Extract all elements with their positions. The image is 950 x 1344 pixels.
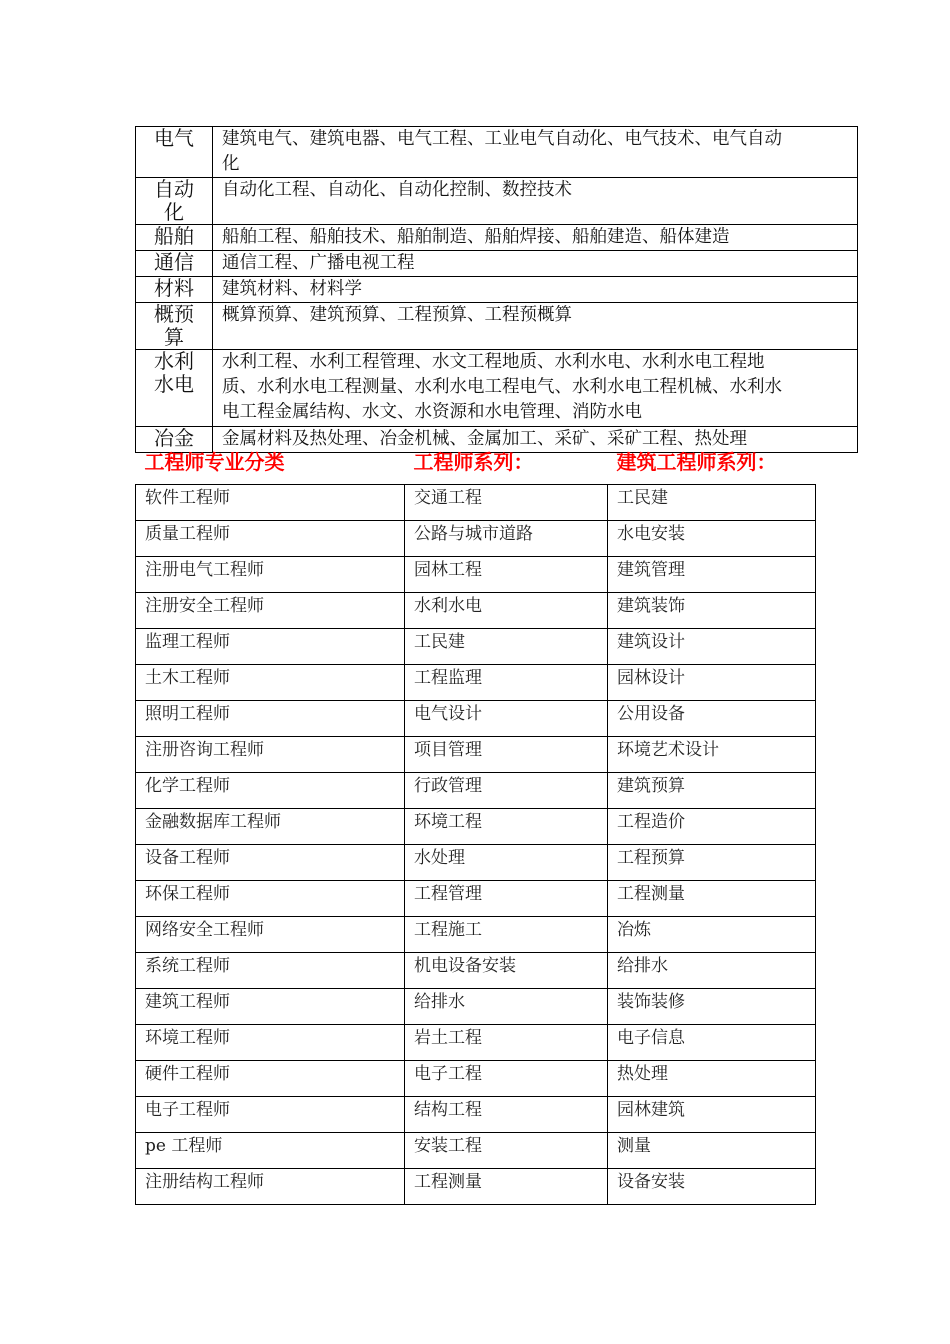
engineer-series-cell: 行政管理 xyxy=(405,773,608,809)
building-series-cell: 冶炼 xyxy=(608,917,816,953)
engineer-category-cell: 环境工程师 xyxy=(136,1025,405,1061)
header-building-engineer-series: 建筑工程师系列： xyxy=(608,448,816,485)
specialty-details xyxy=(213,350,858,427)
specialty-details xyxy=(213,225,858,251)
detail-line: 概算预算、建筑预算、工程预算、工程预概算 xyxy=(222,305,572,325)
engineer-series-cell: 工程监理 xyxy=(405,665,608,701)
category-line: 算 xyxy=(164,325,184,349)
building-series-cell: 工民建 xyxy=(608,485,816,521)
building-series-cell: 工程测量 xyxy=(608,881,816,917)
engineer-series-cell: 工民建 xyxy=(405,629,608,665)
building-series-cell: 给排水 xyxy=(608,953,816,989)
specialty-row xyxy=(136,350,858,427)
building-series-cell: 测量 xyxy=(608,1133,816,1169)
specialty-row xyxy=(136,277,858,303)
engineer-category-cell: 注册结构工程师 xyxy=(136,1169,405,1205)
engineer-series-cell: 公路与城市道路 xyxy=(405,521,608,557)
table-row xyxy=(136,881,816,917)
table-row xyxy=(136,953,816,989)
detail-line: 水利工程、水利工程管理、水文工程地质、水利水电、水利水电工程地 xyxy=(222,352,765,372)
table-row xyxy=(136,521,816,557)
specialty-category xyxy=(136,178,213,225)
engineer-category-cell: 照明工程师 xyxy=(136,701,405,737)
building-series-cell: 热处理 xyxy=(608,1061,816,1097)
specialty-row xyxy=(136,251,858,277)
detail-line: 通信工程、广播电视工程 xyxy=(222,253,415,273)
specialty-row xyxy=(136,178,858,225)
engineer-series-cell: 安装工程 xyxy=(405,1133,608,1169)
category-line: 化 xyxy=(164,200,184,224)
specialty-category xyxy=(136,303,213,350)
table-row xyxy=(136,629,816,665)
engineer-series-cell: 工程施工 xyxy=(405,917,608,953)
engineer-category-cell: 设备工程师 xyxy=(136,845,405,881)
engineer-category-cell: 网络安全工程师 xyxy=(136,917,405,953)
specialty-category xyxy=(136,225,213,251)
table-row xyxy=(136,593,816,629)
specialty-row xyxy=(136,127,858,178)
detail-line: 质、水利水电工程测量、水利水电工程电气、水利水电工程机械、水利水 xyxy=(222,377,782,397)
table-row xyxy=(136,1025,816,1061)
engineer-series-cell: 环境工程 xyxy=(405,809,608,845)
engineer-category-cell: 化学工程师 xyxy=(136,773,405,809)
building-series-cell: 建筑装饰 xyxy=(608,593,816,629)
engineer-series-cell: 电子工程 xyxy=(405,1061,608,1097)
category-line: 冶金 xyxy=(154,426,194,450)
category-line: 通信 xyxy=(154,250,194,274)
building-series-cell: 建筑预算 xyxy=(608,773,816,809)
building-series-cell: 工程预算 xyxy=(608,845,816,881)
specialty-row xyxy=(136,303,858,350)
engineer-category-cell: 金融数据库工程师 xyxy=(136,809,405,845)
detail-line: 船舶工程、船舶技术、船舶制造、船舶焊接、船舶建造、船体建造 xyxy=(222,227,730,247)
table-row xyxy=(136,917,816,953)
table-row xyxy=(136,557,816,593)
specialty-details xyxy=(213,277,858,303)
engineer-category-cell: 硬件工程师 xyxy=(136,1061,405,1097)
header-engineer-series: 工程师系列： xyxy=(405,448,608,485)
engineer-series-cell: 岩土工程 xyxy=(405,1025,608,1061)
building-series-cell: 水电安装 xyxy=(608,521,816,557)
detail-line: 电工程金属结构、水文、水资源和水电管理、消防水电 xyxy=(222,402,642,422)
engineer-series-cell: 机电设备安装 xyxy=(405,953,608,989)
category-line: 自动 xyxy=(154,177,194,201)
table-row xyxy=(136,773,816,809)
table-row xyxy=(136,1061,816,1097)
table-row xyxy=(136,845,816,881)
engineer-series-cell: 水处理 xyxy=(405,845,608,881)
building-series-cell: 装饰装修 xyxy=(608,989,816,1025)
detail-line: 建筑材料、材料学 xyxy=(222,279,362,299)
category-line: 材料 xyxy=(154,276,194,300)
table-row xyxy=(136,1097,816,1133)
table-row xyxy=(136,809,816,845)
engineer-category-cell: 环保工程师 xyxy=(136,881,405,917)
engineer-series-cell: 项目管理 xyxy=(405,737,608,773)
header-engineer-categories: 工程师专业分类 xyxy=(136,448,405,485)
engineer-category-cell: 注册电气工程师 xyxy=(136,557,405,593)
table-row xyxy=(136,1169,816,1205)
engineer-series-cell: 水利水电 xyxy=(405,593,608,629)
table-row xyxy=(136,701,816,737)
engineer-series-cell: 工程管理 xyxy=(405,881,608,917)
building-series-cell: 设备安装 xyxy=(608,1169,816,1205)
engineer-category-cell: 电子工程师 xyxy=(136,1097,405,1133)
engineer-classification-table xyxy=(135,448,816,1205)
engineer-series-cell: 给排水 xyxy=(405,989,608,1025)
table-row xyxy=(136,737,816,773)
engineer-category-cell: 软件工程师 xyxy=(136,485,405,521)
building-series-cell: 园林设计 xyxy=(608,665,816,701)
specialty-details xyxy=(213,303,858,350)
specialty-details xyxy=(213,178,858,225)
detail-line: 建筑电气、建筑电器、电气工程、工业电气自动化、电气技术、电气自动 xyxy=(222,129,782,149)
building-series-cell: 建筑设计 xyxy=(608,629,816,665)
category-line: 船舶 xyxy=(154,224,194,248)
engineer-category-cell: 注册咨询工程师 xyxy=(136,737,405,773)
engineer-category-cell: 监理工程师 xyxy=(136,629,405,665)
specialty-category xyxy=(136,127,213,178)
table-row xyxy=(136,989,816,1025)
table-row xyxy=(136,485,816,521)
specialty-category xyxy=(136,277,213,303)
specialty-details xyxy=(213,127,858,178)
specialty-category xyxy=(136,350,213,427)
engineer-series-cell: 电气设计 xyxy=(405,701,608,737)
building-series-cell: 园林建筑 xyxy=(608,1097,816,1133)
engineer-category-cell: 注册安全工程师 xyxy=(136,593,405,629)
engineer-category-cell: 土木工程师 xyxy=(136,665,405,701)
engineer-series-cell: 园林工程 xyxy=(405,557,608,593)
engineer-series-cell: 结构工程 xyxy=(405,1097,608,1133)
category-line: 水电 xyxy=(154,372,194,396)
category-line: 电气 xyxy=(154,126,194,150)
detail-line: 金属材料及热处理、冶金机械、金属加工、采矿、采矿工程、热处理 xyxy=(222,429,747,449)
specialty-category xyxy=(136,251,213,277)
building-series-cell: 建筑管理 xyxy=(608,557,816,593)
engineer-category-cell: 质量工程师 xyxy=(136,521,405,557)
building-series-cell: 工程造价 xyxy=(608,809,816,845)
engineer-category-cell: 系统工程师 xyxy=(136,953,405,989)
engineer-series-cell: 交通工程 xyxy=(405,485,608,521)
engineer-category-cell: pe 工程师 xyxy=(136,1133,405,1169)
building-series-cell: 公用设备 xyxy=(608,701,816,737)
engineer-table-header-row xyxy=(136,448,816,485)
table-row xyxy=(136,665,816,701)
category-line: 概预 xyxy=(154,302,194,326)
specialty-table xyxy=(135,126,858,453)
category-line: 水利 xyxy=(154,349,194,373)
engineer-category-cell: 建筑工程师 xyxy=(136,989,405,1025)
engineer-series-cell: 工程测量 xyxy=(405,1169,608,1205)
building-series-cell: 电子信息 xyxy=(608,1025,816,1061)
building-series-cell: 环境艺术设计 xyxy=(608,737,816,773)
detail-line: 化 xyxy=(222,154,240,174)
table-row xyxy=(136,1133,816,1169)
specialty-row xyxy=(136,225,858,251)
detail-line: 自动化工程、自动化、自动化控制、数控技术 xyxy=(222,180,572,200)
specialty-details xyxy=(213,251,858,277)
